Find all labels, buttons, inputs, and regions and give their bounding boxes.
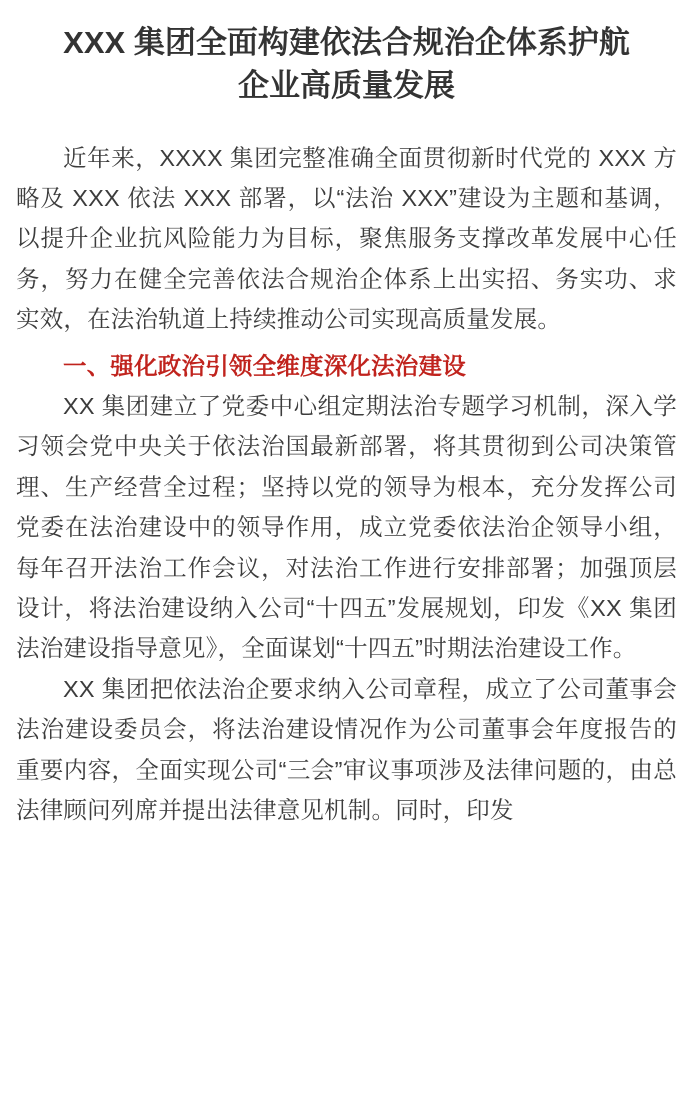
intro-paragraph: 近年来，XXXX 集团完整准确全面贯彻新时代党的 XXX 方略及 XXX 依法 XXX 部署，以“法治 XXX”建设为主题和基调，以提升企业抗风险能力为目标，聚焦服务支撑改革发展中心任务，努力在健全完善依法合规治企体系上出实招、务实功、求实效，在法治轨道上持续推动公司实现高质量发展。 — [16, 144, 677, 333]
paragraph-spacer — [16, 340, 677, 342]
page-title — [22, 22, 671, 108]
document-body — [16, 138, 677, 831]
section-heading-1: 一、强化政治引领全维度深化法治建设 — [63, 352, 466, 379]
section-1-paragraph-1: XX 集团建立了党委中心组定期法治专题学习机制，深入学习领会党中央关于依法治国最新部署，将其贯彻到公司决策管理、生产经营全过程；坚持以党的领导为根本，充分发挥公司党委在法治建设中的领导作用，成立党委依法治企领导小组，每年召开法治工作会议，对法治工作进行安排部署；加强顶层设计，将法治建设纳入公司“十四五”发展规划，印发《XX 集团法治建设指导意见》，全面谋划“十四五”时期法治建设工作。 — [16, 392, 677, 662]
section-1-paragraph-2: XX 集团把依法治企要求纳入公司章程，成立了公司董事会法治建设委员会，将法治建设情况作为公司董事会年度报告的重要内容，全面实现公司“三会”审议事项涉及法律问题的，由总法律顾问列席并提出法律意见机制。同时，印发 — [16, 675, 677, 824]
page-title-line-2: 企业高质量发展 — [238, 67, 455, 103]
page-title-line-1: XXX 集团全面构建依法合规治企体系护航 — [63, 25, 630, 60]
